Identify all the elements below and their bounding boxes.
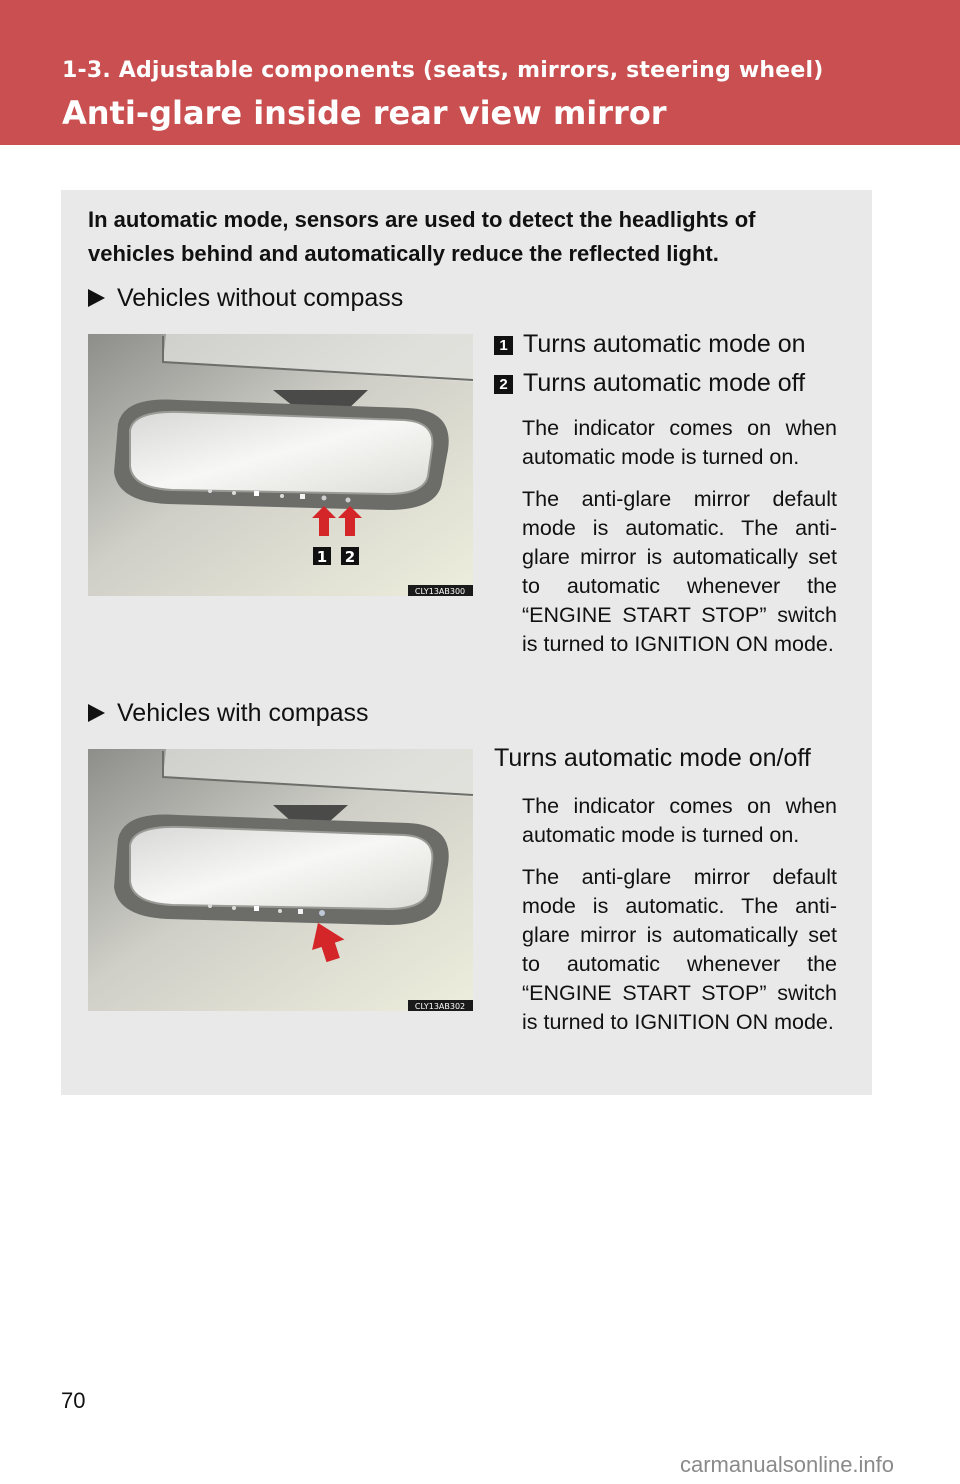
- item-text-on-off: Turns automatic mode on/off: [494, 744, 811, 772]
- page-number: 70: [61, 1388, 86, 1413]
- list-item: [494, 330, 806, 359]
- triangle-bullet-icon: [88, 289, 105, 307]
- triangle-bullet-icon: [88, 704, 105, 722]
- item-text: Turns automatic mode off: [523, 369, 806, 397]
- page-header: [0, 0, 960, 145]
- image-code: CLY13AB302: [414, 1002, 466, 1011]
- watermark: carmanualsonline.info: [680, 1452, 895, 1477]
- mirror-photo-without-compass: [88, 334, 473, 596]
- callout-2: 2: [344, 548, 356, 566]
- section-title: 1-3. Adjustable components (seats, mirrors, steering wheel): [62, 58, 824, 83]
- subheading-without-compass: [88, 284, 403, 313]
- default-mode-note: The anti-glare mirror default mode is automatic. The anti-glare mirror is automatically set to automatic whenever the “ENGINE START STOP” switch is turned to IGNITION ON mode.: [522, 865, 837, 1034]
- indicator-note: The indicator comes on when automatic mode is turned on.: [522, 794, 837, 847]
- callout-1: 1: [316, 548, 328, 566]
- subheading-label: Vehicles with compass: [117, 699, 369, 727]
- list-item: [494, 369, 805, 398]
- image-code: CLY13AB300: [414, 587, 466, 596]
- subheading-label: Vehicles without compass: [117, 284, 404, 312]
- subheading-with-compass: [88, 699, 369, 728]
- page-title: Anti-glare inside rear view mirror: [62, 94, 667, 132]
- number-badge: 2: [494, 375, 513, 394]
- default-mode-note: The anti-glare mirror default mode is automatic. The anti-glare mirror is automatically set to automatic whenever the “ENGINE START STOP” switch is turned to IGNITION ON mode.: [522, 487, 837, 656]
- number-badge: 1: [494, 336, 513, 355]
- indicator-note: The indicator comes on when automatic mode is turned on.: [522, 416, 837, 469]
- intro-text: In automatic mode, sensors are used to detect the headlights of vehicles behind and automatically reduce the reflected light.: [88, 207, 756, 266]
- mirror-photo-with-compass: [88, 749, 473, 1011]
- item-text: Turns automatic mode on: [523, 330, 806, 358]
